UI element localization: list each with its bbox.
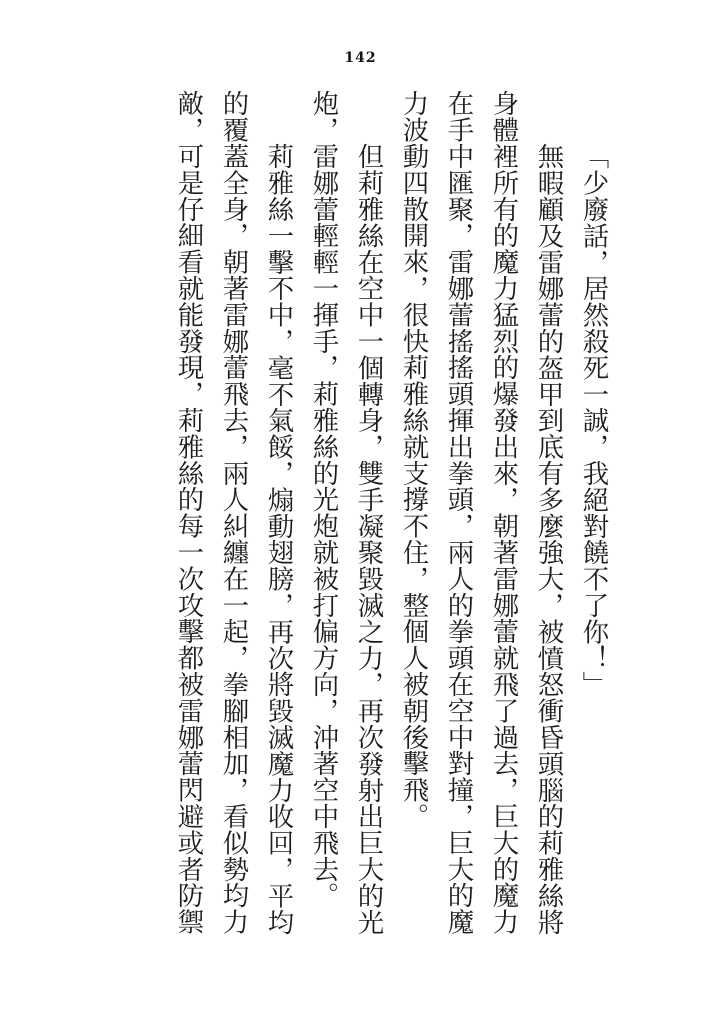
text-block	[166, 90, 616, 936]
paragraph: 無暇顧及雷娜蕾的盔甲到底有多麼強大，被憤怒衝昏頭腦的莉雅絲將身體裡所有的魔力猛烈的爆發出來，朝著雷娜蕾就飛了過去，巨大的魔力在手中匯聚，雷娜蕾搖搖頭揮出拳頭，兩人的拳頭在空中對撞，巨大的魔力波動四散開來，很快莉雅絲就支撐不住，整個人被朝後擊飛。	[399, 90, 564, 935]
paragraph: 但莉雅絲在空中一個轉身，雙手凝聚毀滅之力，再次發射出巨大的光炮，雷娜蕾輕輕一揮手，莉雅絲的光炮就被打偏方向，沖著空中飛去。	[309, 90, 384, 935]
page-number: 142	[344, 50, 377, 66]
paragraph: 莉雅絲一擊不中，毫不氣餒，煽動翅膀，再次將毀滅魔力收回，平均的覆蓋全身，朝著雷娜蕾飛去，兩人糾纏在一起，拳腳相加，看似勢均力敵，可是仔細看就能發現，莉雅絲的每一次攻擊都被雷娜蕾閃避或者防禦	[174, 90, 294, 935]
paragraph-dialogue: 「少廢話，居然殺死一誠，我絕對饒不了你！」	[579, 142, 609, 698]
